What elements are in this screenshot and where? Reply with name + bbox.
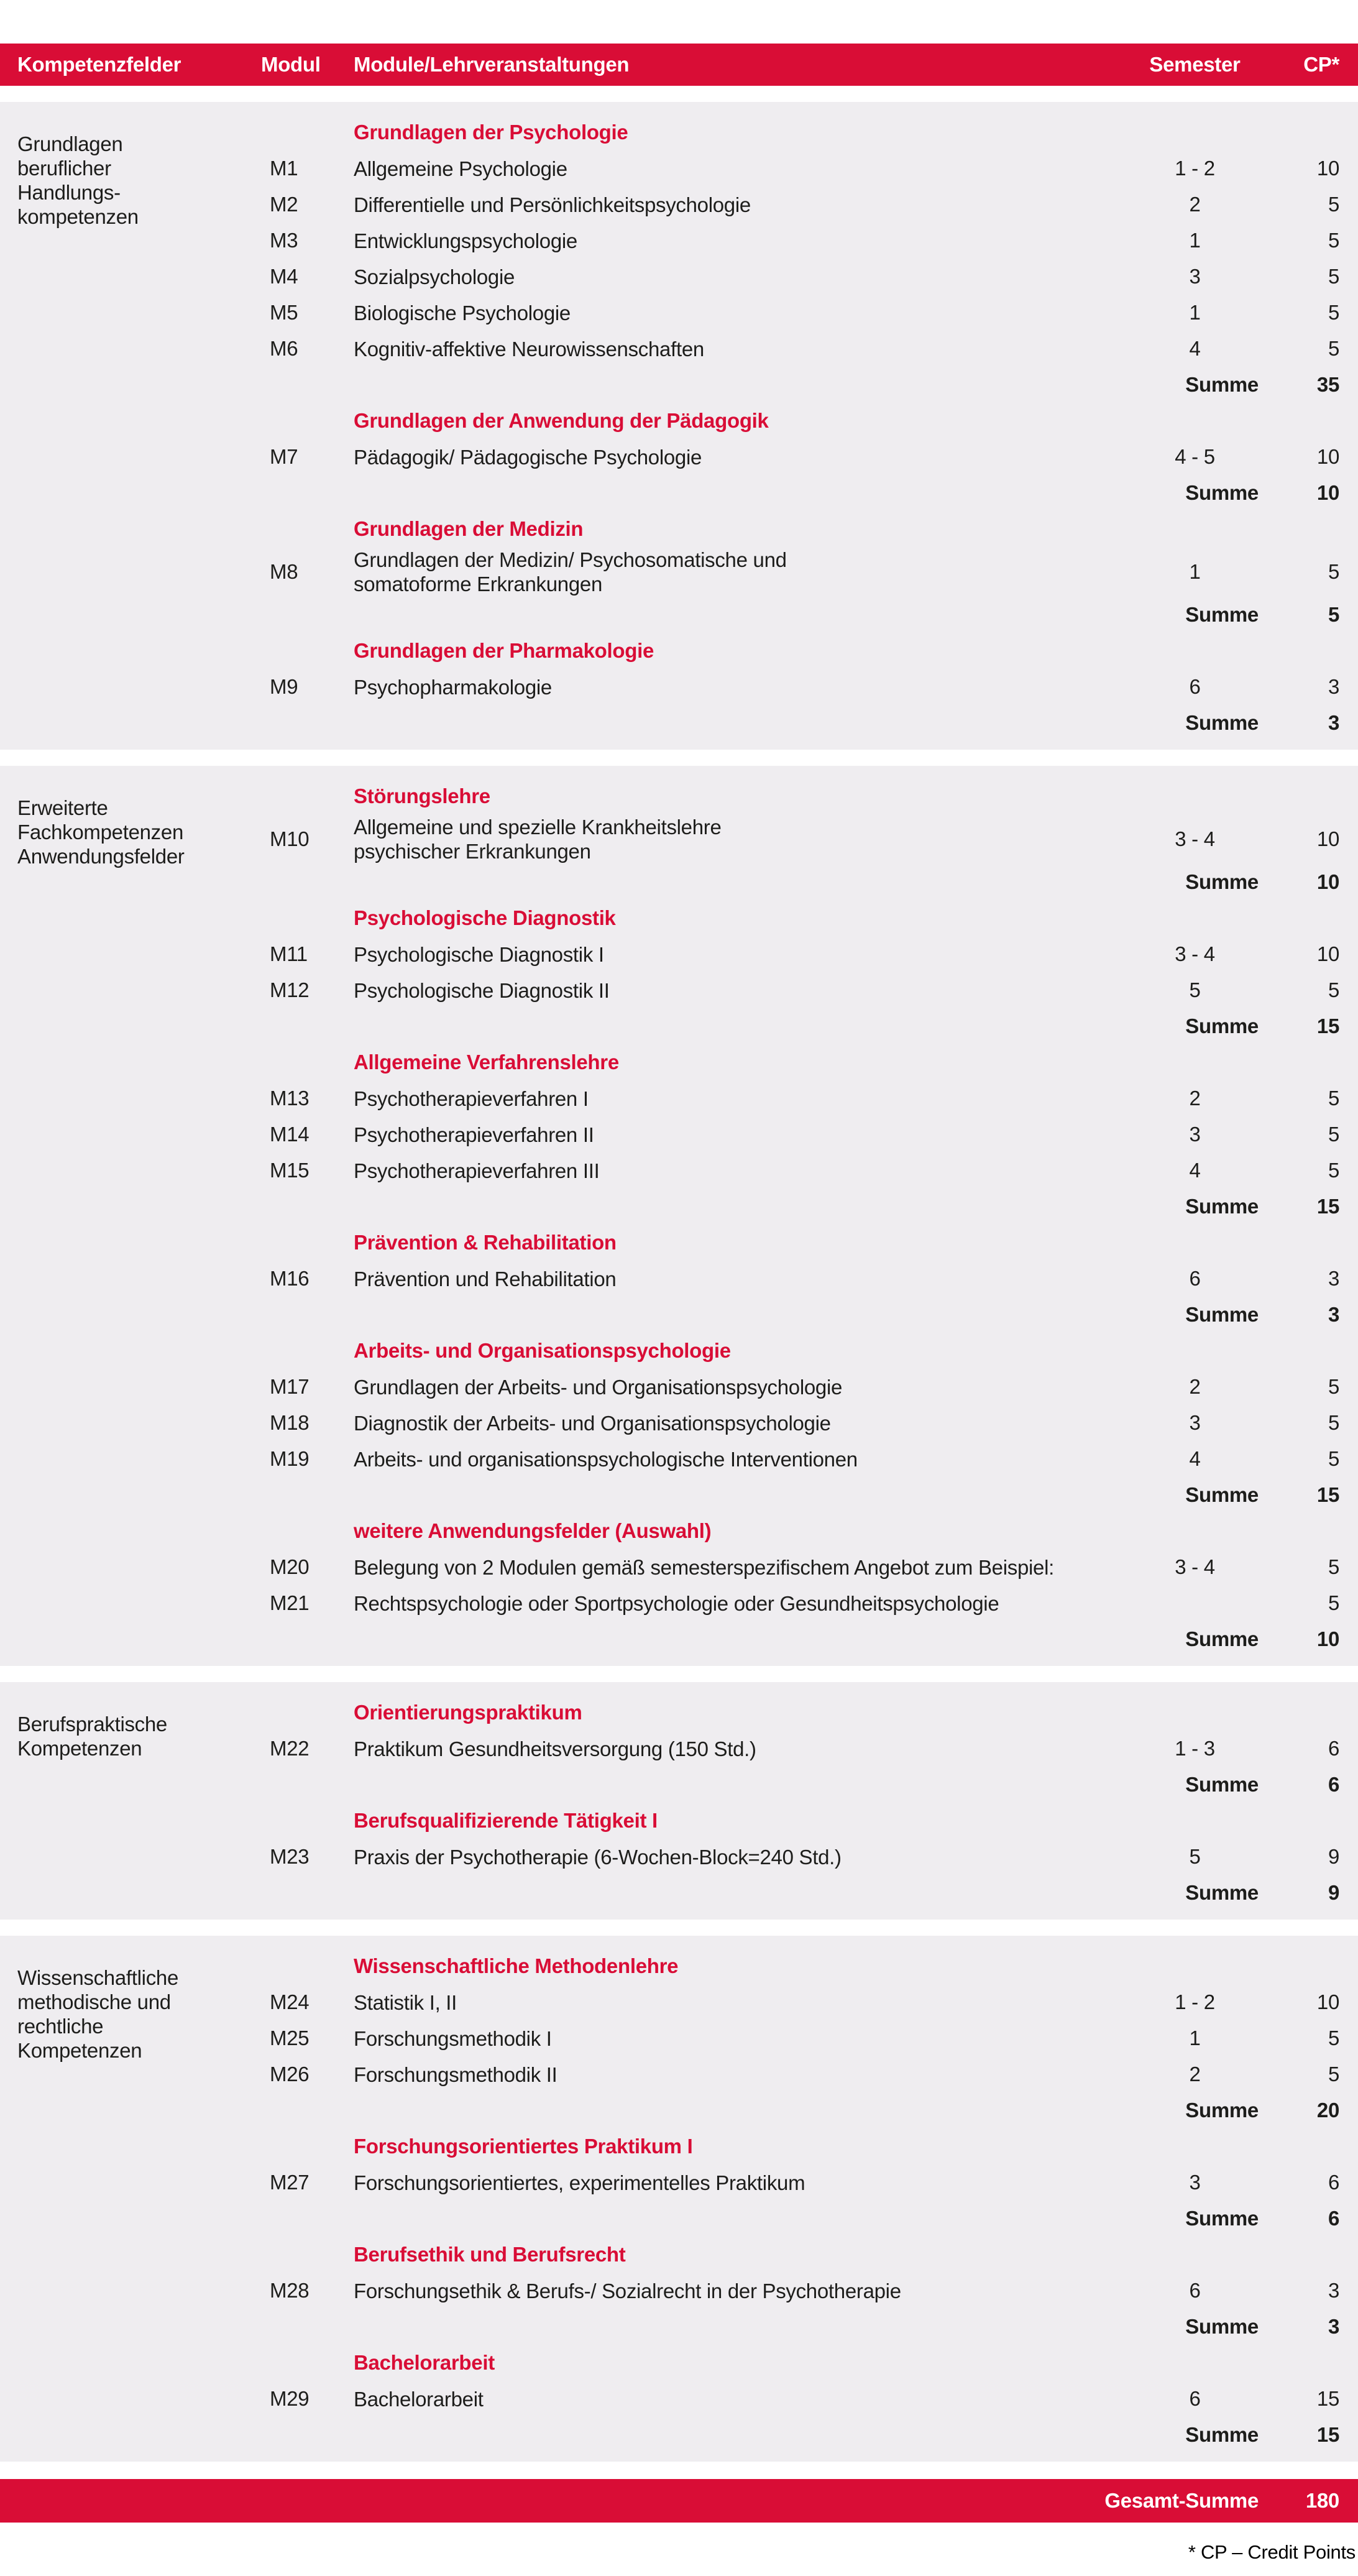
kompetenzfeld-line: Fachkompetenzen [17,821,183,844]
summe-value: 15 [1316,1195,1339,1218]
column-header-modul: Modul [261,53,321,76]
summe-row [0,864,1358,900]
summe-value: 10 [1316,870,1339,893]
module-cp: 5 [1328,193,1339,216]
module-semester: 4 [1189,337,1201,360]
kompetenzfeld-line: Berufspraktische [17,1713,167,1736]
module-code: M13 [270,1087,310,1110]
module-code: M2 [270,193,298,216]
module-code: M3 [270,229,298,252]
module-title: Arbeits- und organisationspsychologische Interventionen [354,1447,858,1471]
module-title: Forschungsorientiertes, experimentelles Praktikum [354,2171,805,2194]
module-cp: 9 [1328,1845,1339,1868]
module-row [0,1839,1358,1875]
column-header-kompetenzfelder: Kompetenzfelder [17,53,181,76]
module-code: M9 [270,675,298,698]
summe-label: Summe [1185,2099,1259,2122]
summe-label: Summe [1185,1195,1259,1218]
summe-label: Summe [1185,2207,1259,2230]
module-cp: 5 [1328,1087,1339,1110]
section-2 [0,766,1358,1666]
summe-value: 3 [1328,1303,1339,1326]
header-grid [0,53,1358,76]
module-semester: 3 - 4 [1175,827,1215,850]
summe-row [0,2201,1358,2237]
module-cp: 5 [1328,1123,1339,1146]
module-code: M21 [270,1591,310,1614]
total-bar [0,2479,1358,2523]
module-row [0,1152,1358,1189]
module-title: Kognitiv-affektive Neurowissenschaften [354,337,704,361]
summe-label: Summe [1185,373,1259,396]
column-header-semester: Semester [1149,53,1241,76]
module-cp: 5 [1328,301,1339,324]
group-heading-row [0,1333,1358,1369]
total-grid [0,2489,1358,2513]
module-semester: 2 [1189,1375,1201,1398]
group-heading-row [0,1044,1358,1080]
total-label: Gesamt-Summe [1104,2489,1259,2512]
module-code: M10 [270,827,310,850]
table-header-bar [0,44,1358,86]
module-title: Rechtspsychologie oder Sportpsychologie oder Gesundheitspsychologie [354,1591,999,1615]
module-code: M23 [270,1845,310,1868]
module-title: Grundlagen der Arbeits- und Organisationspsychologie [354,1375,843,1399]
module-cp: 5 [1328,1555,1339,1578]
group-heading: Störungslehre [354,784,490,807]
module-row [0,1369,1358,1405]
section-1 [0,102,1358,750]
group-heading: Grundlagen der Psychologie [354,121,628,144]
module-code: M26 [270,2063,310,2086]
module-semester: 1 [1189,301,1201,324]
module-row [0,669,1358,705]
summe-label: Summe [1185,1303,1259,1326]
group-heading-row [0,633,1358,669]
group-heading: Grundlagen der Anwendung der Pädagogik [354,409,769,432]
summe-row [0,597,1358,633]
group-heading-row [0,511,1358,547]
module-cp: 5 [1328,265,1339,288]
group-heading-row [0,403,1358,439]
group-heading-row [0,2128,1358,2164]
module-title: Diagnostik der Arbeits- und Organisationspsychologie [354,1411,831,1435]
kompetenzfeld-line: Handlungs- [17,181,121,204]
group-heading: Berufsethik und Berufsrecht [354,2243,626,2266]
summe-value: 10 [1316,481,1339,504]
module-code: M20 [270,1555,310,1578]
group-heading: Berufsqualifizierende Tätigkeit I [354,1809,658,1832]
module-row [0,936,1358,972]
module-cp: 5 [1328,1375,1339,1398]
kompetenzfeld-label [17,1966,261,2063]
module-row [0,1116,1358,1152]
module-row [0,2381,1358,2417]
group-heading-row [0,1803,1358,1839]
module-cp: 5 [1328,1591,1339,1614]
group-heading: Wissenschaftliche Methodenlehre [354,1954,679,1977]
section-3 [0,1682,1358,1920]
group-heading-row [0,2237,1358,2273]
total-value: 180 [1305,2489,1339,2512]
module-code: M8 [270,560,298,583]
summe-row [0,1875,1358,1911]
module-row [0,1549,1358,1585]
summe-value: 15 [1316,2423,1339,2446]
module-row [0,439,1358,475]
summe-value: 6 [1328,2207,1339,2230]
module-row [0,1261,1358,1297]
module-title: Psychotherapieverfahren II [354,1123,594,1146]
module-cp: 3 [1328,2279,1339,2302]
module-title: Psychologische Diagnostik I [354,942,604,966]
kompetenzfeld-line: Kompetenzen [17,2039,142,2062]
summe-value: 3 [1328,2315,1339,2338]
module-semester: 4 - 5 [1175,445,1215,468]
module-row [0,331,1358,367]
kompetenzfeld-label [17,796,261,868]
module-code: M4 [270,265,298,288]
kompetenzfeld-label [17,1712,261,1760]
kompetenzfeld-line: Wissenschaftliche [17,1966,178,1989]
summe-label: Summe [1185,1014,1259,1037]
module-semester: 6 [1189,2279,1201,2302]
module-title: Allgemeine Psychologie [354,157,567,180]
module-code: M1 [270,157,298,180]
summe-value: 15 [1316,1014,1339,1037]
module-title [354,815,1131,863]
group-heading-row [0,2345,1358,2381]
kompetenzfeld-line: beruflicher [17,157,111,180]
summe-label: Summe [1185,481,1259,504]
module-semester: 2 [1189,193,1201,216]
kompetenzfeld-line: Kompetenzen [17,1737,142,1760]
module-row [0,547,1358,597]
summe-row [0,1297,1358,1333]
summe-label: Summe [1185,2423,1259,2446]
kompetenzfeld-line: methodische und [17,1990,171,2013]
module-cp: 10 [1316,157,1339,180]
summe-row [0,705,1358,741]
module-title-line: psychischer Erkrankungen [354,840,591,863]
summe-row [0,1189,1358,1225]
module-cp: 10 [1316,445,1339,468]
module-semester: 4 [1189,1447,1201,1470]
module-title: Psychologische Diagnostik II [354,978,610,1002]
summe-value: 35 [1316,373,1339,396]
summe-value: 3 [1328,711,1339,734]
module-title: Psychotherapieverfahren I [354,1087,589,1110]
group-heading-row [0,1513,1358,1549]
module-row [0,295,1358,331]
module-code: M12 [270,978,310,1001]
module-title [354,548,1131,596]
module-title: Pädagogik/ Pädagogische Psychologie [354,445,702,469]
module-cp: 15 [1316,2387,1339,2410]
module-row [0,259,1358,295]
module-code: M17 [270,1375,310,1398]
module-code: M15 [270,1159,310,1182]
module-semester: 6 [1189,1267,1201,1290]
kompetenzfeld-line: rechtliche [17,2015,104,2038]
module-semester: 6 [1189,675,1201,698]
summe-row [0,475,1358,511]
module-row [0,1585,1358,1621]
module-semester: 2 [1189,1087,1201,1110]
module-title: Forschungsmethodik II [354,2063,557,2086]
module-semester: 5 [1189,978,1201,1001]
module-semester: 2 [1189,2063,1201,2086]
module-cp: 5 [1328,560,1339,583]
summe-value: 6 [1328,1773,1339,1796]
module-row [0,2164,1358,2201]
module-title: Statistik I, II [354,1990,457,2014]
module-row [0,1441,1358,1477]
module-title: Forschungsmethodik I [354,2026,552,2050]
module-semester: 3 [1189,1411,1201,1434]
kompetenzfeld-line: Anwendungsfelder [17,845,185,868]
group-heading: Psychologische Diagnostik [354,906,616,929]
module-title: Differentielle und Persönlichkeitspsychologie [354,193,751,216]
module-cp: 6 [1328,1737,1339,1760]
module-cp: 5 [1328,1411,1339,1434]
summe-value: 20 [1316,2099,1339,2122]
sections-container [0,102,1358,2462]
module-title: Bachelorarbeit [354,2387,484,2411]
module-code: M14 [270,1123,310,1146]
summe-row [0,2417,1358,2453]
summe-row [0,1008,1358,1044]
group-heading: Grundlagen der Medizin [354,517,584,540]
summe-row [0,1621,1358,1657]
module-title-line: Grundlagen der Medizin/ Psychosomatische und [354,548,787,571]
module-semester: 3 - 4 [1175,942,1215,965]
module-semester: 1 [1189,560,1201,583]
summe-label: Summe [1185,711,1259,734]
summe-label: Summe [1185,603,1259,626]
summe-value: 9 [1328,1881,1339,1904]
module-row [0,1080,1358,1116]
module-title: Entwicklungspsychologie [354,229,577,252]
summe-label: Summe [1185,870,1259,893]
module-semester: 1 [1189,229,1201,252]
module-cp: 6 [1328,2171,1339,2194]
kompetenzfeld-line: kompetenzen [17,205,139,228]
module-row [0,2273,1358,2309]
module-code: M18 [270,1411,310,1434]
module-cp: 5 [1328,229,1339,252]
summe-row [0,367,1358,403]
group-heading: Allgemeine Verfahrenslehre [354,1051,619,1074]
module-code: M19 [270,1447,310,1470]
group-heading: Forschungsorientiertes Praktikum I [354,2135,693,2158]
module-title-line: somatoforme Erkrankungen [354,573,602,596]
module-semester: 5 [1189,1845,1201,1868]
module-title: Forschungsethik & Berufs-/ Sozialrecht in der Psychotherapie [354,2279,901,2302]
module-cp: 5 [1328,1447,1339,1470]
module-title-line: Allgemeine und spezielle Krankheitslehre [354,816,722,839]
module-code: M28 [270,2279,310,2302]
module-title: Psychotherapieverfahren III [354,1159,600,1182]
module-title: Biologische Psychologie [354,301,571,324]
summe-value: 10 [1316,1627,1339,1650]
module-title: Prävention und Rehabilitation [354,1267,617,1290]
group-heading: Grundlagen der Pharmakologie [354,639,654,662]
module-semester: 3 [1189,2171,1201,2194]
module-title: Praxis der Psychotherapie (6-Wochen-Block=240 Std.) [354,1845,842,1869]
module-cp: 5 [1328,2063,1339,2086]
module-cp: 3 [1328,1267,1339,1290]
module-cp: 10 [1316,827,1339,850]
summe-label: Summe [1185,1881,1259,1904]
module-cp: 5 [1328,978,1339,1001]
column-header-module-lehrveranstaltungen: Module/Lehrveranstaltungen [354,53,630,76]
cp-footnote: * CP – Credit Points [1188,2541,1356,2563]
group-heading-row [0,900,1358,936]
column-header-cp: CP* [1303,53,1339,76]
module-cp: 3 [1328,675,1339,698]
module-code: M6 [270,337,298,360]
kompetenzfeld-label [17,132,261,229]
group-heading: Arbeits- und Organisationspsychologie [354,1339,731,1362]
module-code: M27 [270,2171,310,2194]
module-code: M22 [270,1737,310,1760]
summe-value: 15 [1316,1483,1339,1506]
module-code: M29 [270,2387,310,2410]
module-code: M7 [270,445,298,468]
summe-label: Summe [1185,1773,1259,1796]
module-semester: 4 [1189,1159,1201,1182]
summe-label: Summe [1185,1627,1259,1650]
summe-row [0,1477,1358,1513]
group-heading: Prävention & Rehabilitation [354,1231,617,1254]
module-semester: 1 - 3 [1175,1737,1215,1760]
group-heading: Orientierungspraktikum [354,1701,582,1724]
module-code: M11 [270,942,308,965]
module-cp: 5 [1328,1159,1339,1182]
module-semester: 1 [1189,2026,1201,2049]
summe-row [0,2309,1358,2345]
module-cp: 10 [1316,1990,1339,2013]
module-semester: 3 - 4 [1175,1555,1215,1578]
module-code: M25 [270,2026,310,2049]
module-semester: 1 - 2 [1175,157,1215,180]
module-cp: 5 [1328,2026,1339,2049]
summe-label: Summe [1185,1483,1259,1506]
module-title: Psychopharmakologie [354,675,552,699]
module-semester: 6 [1189,2387,1201,2410]
module-semester: 3 [1189,265,1201,288]
summe-label: Summe [1185,2315,1259,2338]
module-code: M16 [270,1267,310,1290]
group-heading: weitere Anwendungsfelder (Auswahl) [354,1519,712,1542]
module-code: M24 [270,1990,310,2013]
module-row [0,972,1358,1008]
module-code: M5 [270,301,298,324]
module-title: Sozialpsychologie [354,265,515,288]
kompetenzfeld-line: Erweiterte [17,796,108,819]
module-title: Belegung von 2 Modulen gemäß semesterspezifischem Angebot zum Beispiel: [354,1555,1054,1579]
module-cp: 10 [1316,942,1339,965]
summe-row [0,1767,1358,1803]
module-semester: 1 - 2 [1175,1990,1215,2013]
summe-row [0,2092,1358,2128]
module-cp: 5 [1328,337,1339,360]
module-row [0,1405,1358,1441]
summe-value: 5 [1328,603,1339,626]
group-heading-row [0,1225,1358,1261]
kompetenzfeld-line: Grundlagen [17,132,123,155]
module-title: Praktikum Gesundheitsversorgung (150 Std.) [354,1737,756,1760]
section-4 [0,1936,1358,2462]
module-semester: 3 [1189,1123,1201,1146]
group-heading: Bachelorarbeit [354,2351,495,2374]
